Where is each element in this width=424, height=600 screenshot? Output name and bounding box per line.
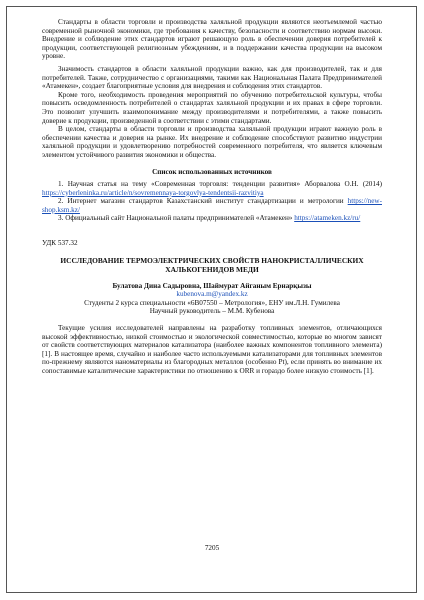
reference-item: [42, 214, 382, 223]
author-email[interactable]: kubenova.m@yandex.kz: [176, 290, 248, 299]
reference-text: 2. Интернет магазин стандартов Казахстанский институт стандартизации и метрологии: [58, 197, 344, 206]
udk-code: УДК 537.32: [42, 239, 78, 248]
paragraph-intro-2: Значимость стандартов в области халяльной продукции важно, как для производителей, так и для потребителей. Также, сотрудничество с организациями, такими как Национальная Палата Предпринимателей «Атамекен», создает благоприятные условия для внедрения и соблюдения этих стандартов.: [42, 64, 382, 91]
article-title: ИССЛЕДОВАНИЕ ТЕРМОЭЛЕКТРИЧЕСКИХ СВОЙСТВ НАНОКРИСТАЛЛИЧЕСКИХ ХАЛЬКОГЕНИДОВ МЕДИ: [60, 255, 364, 274]
document-page: [42, 18, 382, 376]
reference-link[interactable]: https://atameken.kz/ru/: [294, 214, 361, 223]
reference-link[interactable]: https://new-shop.ksm.kz/: [42, 197, 382, 214]
reference-text: 1. Научная статья на тему «Современная торговля: тенденции развития» Аборвалова О.Н. (2014): [58, 180, 382, 189]
paragraph-intro-3: Кроме того, необходимость проведения мероприятий по обучению потребительской культуры, чтобы повысить осведомленность потребителей о стандартах халяльной продукции и их правах в сфере торговли. Это позволит улучшить взаимопонимание между производителями и потребителями, а также повысить доверие к продукции, произведенной в соответствии с этими стандартами.: [42, 90, 382, 125]
supervisor: Научный руководитель – М.М. Кубенова: [149, 307, 275, 316]
paragraph-intro-4: В целом, стандарты в области торговли и производства халяльной продукции играют важную роль в обеспечении качества и доверия на рынке. Их внедрение и соблюдение способствуют развитию индустрии халяльной продукции и удовлетворению потребностей современного потребителя, что является ключевым элементом устойчивого развития экономики и общества.: [42, 125, 382, 159]
paragraph-intro-1: Стандарты в области торговли и производства халяльной продукции являются неотъемлемой частью современной рыночной экономики, где требования к качеству, безопасности и соответствию нормам высоки. Внедрение и соблюдение этих стандартов играют решающую роль в обеспечении доверия потребителей к продукции, соответствующей религиозным убеждениям, и в поддержании качества продукции на высоком уровне.: [42, 18, 382, 61]
article-body: Текущие усилия исследователей направлены на разработку топливных элементов, отличающихся высокой эффективностью, низкой стоимостью и экологической совместимостью, которые во многом зависят от свойств соответствующих материалов катализатора (наиболее важных компонентов топливного элемента) [1]. В настоящее время, случайно и наиболее часто используемыми катализаторами для топливных элементов по-прежнему являются наноматериалы из благородных металлов (особенно Pt), если принять во внимание их сопоставимые каталитические характеристики по отношению к ORR и гораздо более низкую стоимость [1].: [42, 324, 382, 375]
reference-item: [42, 197, 382, 214]
reference-item: [42, 180, 382, 197]
page-number: 7205: [204, 544, 220, 552]
reference-link[interactable]: https://cyberleninka.ru/article/n/sovremennaya-torgovlya-tendentsii-razvitiya: [42, 188, 264, 197]
author-affiliation: Студенты 2 курса специальности «6В07550 – Метрология», ЕНУ им.Л.Н. Гумилева: [84, 298, 340, 307]
article-authors: Булатова Дина Садыровна, Шаймурат Айганым Ернарқызы: [112, 281, 312, 290]
references-heading: Список использованных источников: [152, 167, 272, 176]
reference-text: 3. Официальный сайт Национальной палаты предпринимателей «Атамекен»: [58, 214, 293, 223]
